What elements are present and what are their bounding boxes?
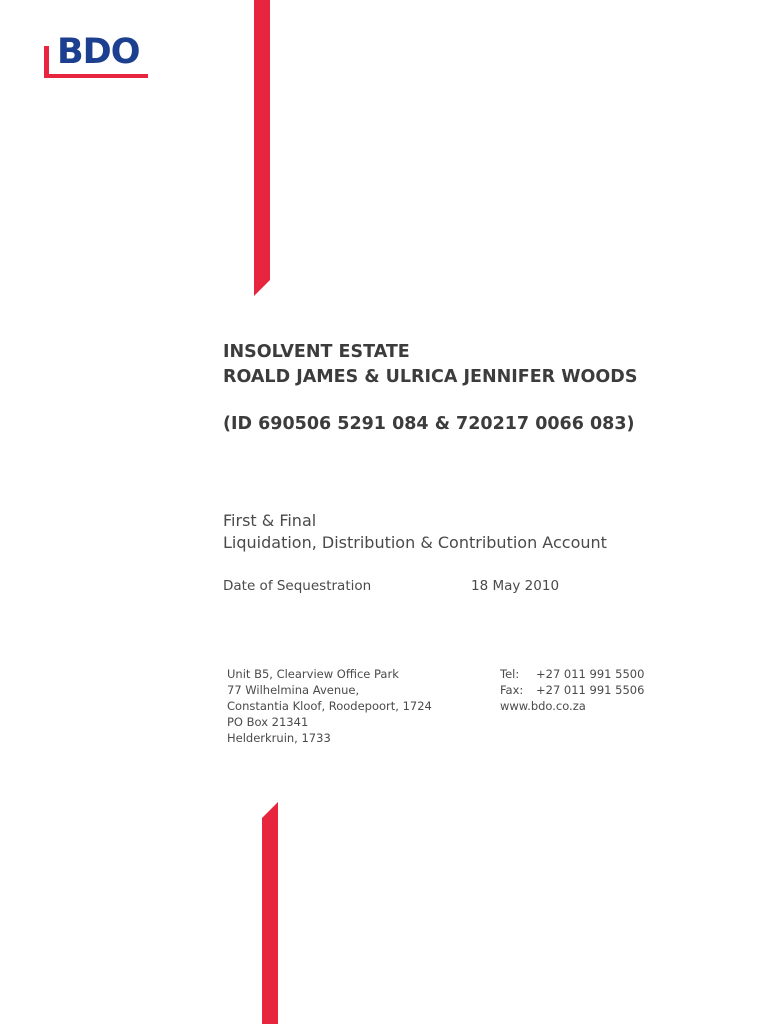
title-line-1: INSOLVENT ESTATE bbox=[223, 342, 410, 362]
tel-row bbox=[500, 666, 644, 682]
fax-value: +27 011 991 5506 bbox=[536, 683, 645, 697]
tel-label: Tel: bbox=[500, 667, 520, 681]
subtitle-line-2: Liquidation, Distribution & Contribution Account bbox=[223, 533, 607, 552]
address-line: 77 Wilhelmina Avenue, bbox=[227, 683, 360, 697]
title-line-2: ROALD JAMES & ULRICA JENNIFER WOODS bbox=[223, 367, 638, 387]
tel-value: +27 011 991 5500 bbox=[536, 667, 645, 681]
bottom-red-bar bbox=[262, 802, 278, 1024]
fax-label: Fax: bbox=[500, 683, 524, 697]
address-line: PO Box 21341 bbox=[227, 715, 309, 729]
document-title bbox=[223, 340, 637, 390]
website-link[interactable]: www.bdo.co.za bbox=[500, 699, 586, 713]
logo-text: BDO bbox=[57, 32, 140, 72]
office-address bbox=[227, 666, 432, 746]
document-subtitle bbox=[223, 510, 607, 554]
fax-row bbox=[500, 682, 644, 698]
address-line: Constantia Kloof, Roodepoort, 1724 bbox=[227, 699, 432, 713]
id-numbers: (ID 690506 5291 084 & 720217 0066 083) bbox=[223, 414, 635, 434]
sequestration-label: Date of Sequestration bbox=[223, 578, 372, 594]
sequestration-date: 18 May 2010 bbox=[471, 578, 560, 594]
contact-details bbox=[500, 666, 644, 714]
subtitle-line-1: First & Final bbox=[223, 511, 317, 530]
bdo-logo bbox=[44, 32, 150, 82]
address-line: Helderkruin, 1733 bbox=[227, 731, 331, 745]
top-red-bar bbox=[254, 0, 270, 296]
address-line: Unit B5, Clearview Office Park bbox=[227, 667, 399, 681]
